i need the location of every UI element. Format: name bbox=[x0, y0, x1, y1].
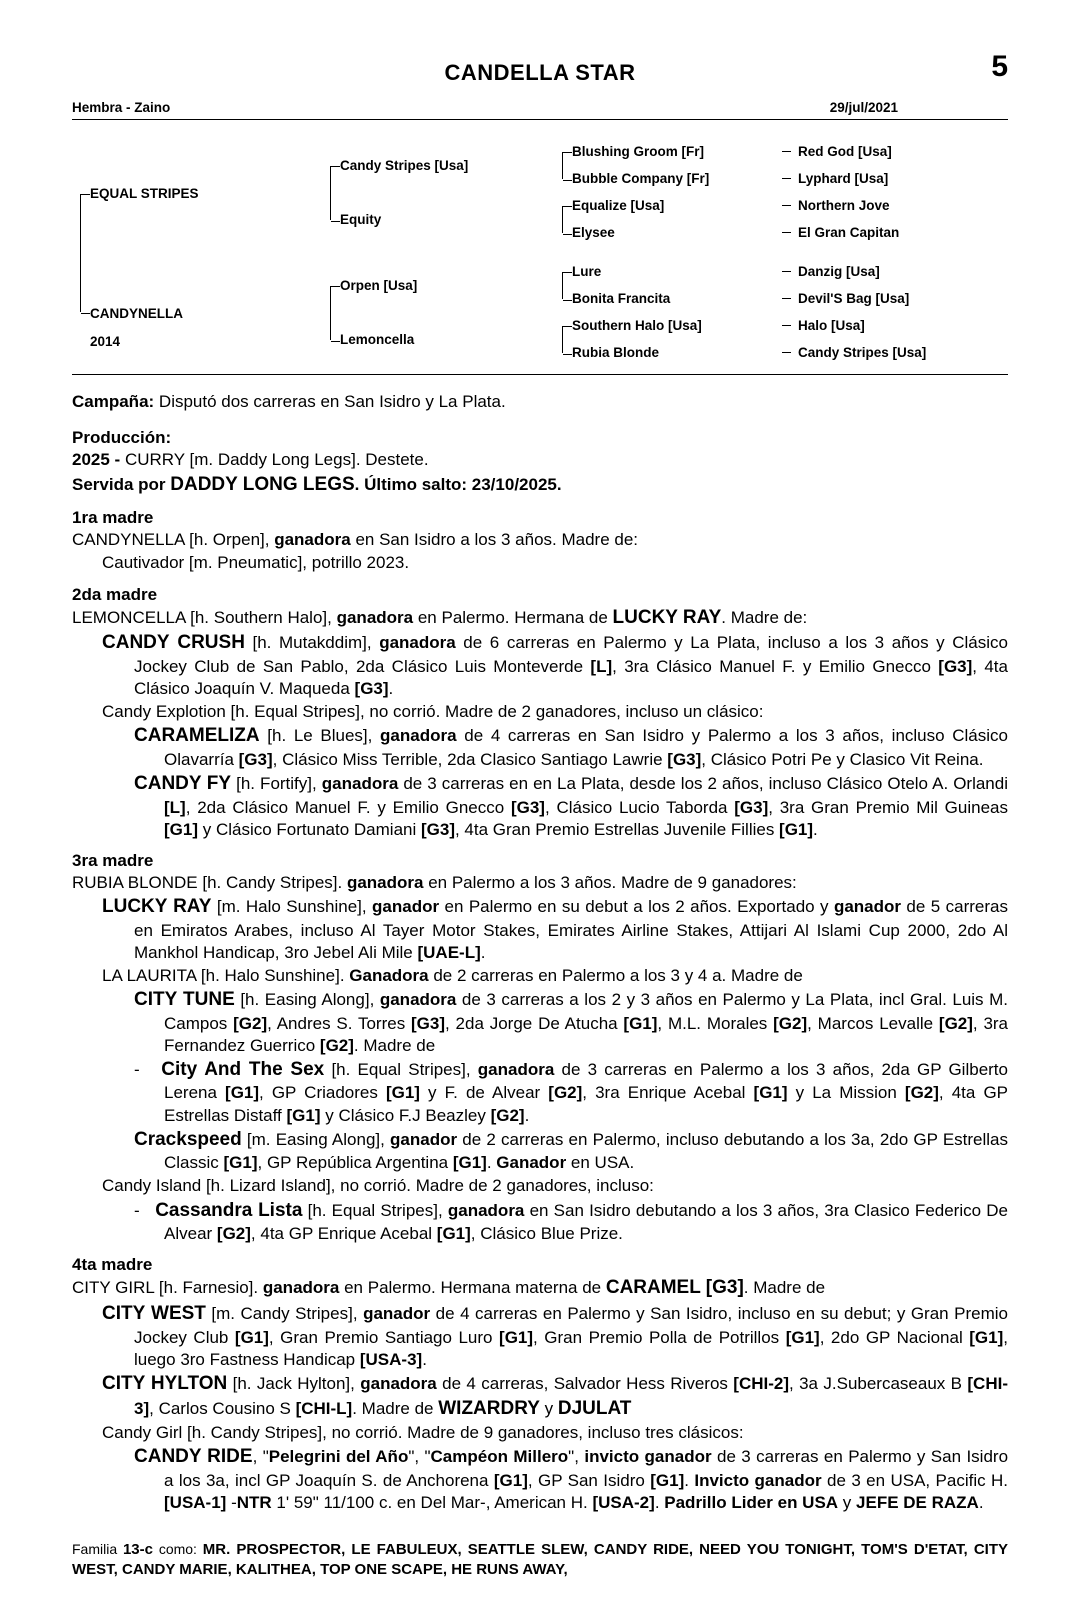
familia-como: como: bbox=[152, 1541, 203, 1558]
pedigree-g3-6: Bonita Francita bbox=[572, 291, 671, 306]
campana-text: Disputó dos carreras en San Isidro y La Plata. bbox=[154, 392, 506, 411]
familia-line bbox=[72, 1540, 1008, 1581]
ultimo-salto: . Último salto: 23/10/2025. bbox=[354, 474, 562, 494]
dash-g4-4 bbox=[782, 232, 791, 233]
page-number: 5 bbox=[991, 50, 1008, 83]
dash-g4-5 bbox=[782, 271, 791, 272]
produccion-foal: CURRY [m. Daddy Long Legs]. Destete. bbox=[124, 449, 429, 469]
produccion-year: 2025 - bbox=[72, 449, 125, 469]
entry-city-tune: CITY TUNE [h. Easing Along], ganadora de 3 carreras a los 2 y 3 años en Palermo y La Plata, incl Gral. Luis M. Campos [G2], Andres S. Torres [G3], 2da Jorge De Atucha [G1], M.L. Morales [G2], Marcos Levalle [G2], 3ra Fernandez Guerrico [G2]. Madre de bbox=[134, 988, 1009, 1055]
servida-por-label: Servida por bbox=[72, 474, 171, 494]
entry-la-laurita: LA LAURITA [h. Halo Sunshine]. Ganadora de 2 carreras en Palermo a los 3 y 4 a. Madre de bbox=[102, 965, 803, 985]
pedigree-g4-5: Danzig [Usa] bbox=[798, 264, 880, 279]
pedigree-chart bbox=[72, 124, 1008, 375]
pedigree-g3-2: Bubble Company [Fr] bbox=[572, 171, 710, 186]
entry-candy-explotion: Candy Explotion [h. Equal Stripes], no corrió. Madre de 2 ganadores, incluso un clásico: bbox=[102, 702, 764, 722]
pedigree-dam-dam: Lemoncella bbox=[340, 332, 415, 347]
dash-g4-6 bbox=[782, 298, 791, 299]
dash-g4-7 bbox=[782, 325, 791, 326]
brace-gen1 bbox=[80, 194, 81, 312]
entry-lemoncella: LEMONCELLA [h. Southern Halo], ganadora en Palermo. Hermana de LUCKY RAY. Madre de: bbox=[72, 606, 808, 628]
heading-3ra-madre: 3ra madre bbox=[72, 850, 154, 870]
document-header bbox=[72, 50, 1008, 86]
heading-2da-madre: 2da madre bbox=[72, 584, 158, 604]
pedigree-g4-7: Halo [Usa] bbox=[798, 318, 865, 333]
pedigree-sire-sire: Candy Stripes [Usa] bbox=[340, 158, 469, 173]
entry-city-west: CITY WEST [m. Candy Stripes], ganador de 4 carreras en Palermo y San Isidro, incluso en su debut; y Gran Premio Jockey Club [G1], Gran Premio Santiago Luro [G1], Gran Premio Polla de Potrillos [G1], 2do GP Nacional [G1], luego 3ro Fastness Handicap [USA-3]. bbox=[102, 1302, 1008, 1369]
familia-names: MR. PROSPECTOR, LE FABULEUX, SEATTLE SLEW, CANDY RIDE, NEED YOU TONIGHT, TOM'S D'ETAT, CITY WEST, CANDY MARIE, KALITHEA, TOP ONE SCAPE, HE RUNS AWAY, bbox=[72, 1541, 1008, 1579]
sex-coat-label: Hembra - Zaino bbox=[72, 100, 171, 115]
entry-carameliza: CARAMELIZA [h. Le Blues], ganadora de 4 carreras en San Isidro y Palermo a los 3 años, incluso Clásico Olavarría [G3], Clásico Miss Terrible, 2da Clasico Santiago Lawrie [G3], Clásico Potri Pe y Clasico Vit Reina. bbox=[134, 725, 1008, 769]
entry-candy-girl: Candy Girl [h. Candy Stripes], no corrió. Madre de 9 ganadores, incluso tres clásicos: bbox=[102, 1423, 744, 1443]
servida-por-sire: DADDY LONG LEGS bbox=[170, 473, 355, 495]
pedigree-dam-year: 2014 bbox=[90, 334, 121, 349]
brace-gen3-2 bbox=[562, 206, 563, 233]
birth-date: 29/jul/2021 bbox=[829, 100, 898, 115]
pedigree-sire-dam: Equity bbox=[340, 212, 382, 227]
pedigree-g3-8: Rubia Blonde bbox=[572, 345, 659, 360]
heading-1ra-madre: 1ra madre bbox=[72, 508, 154, 528]
familia-number: 13-c bbox=[122, 1541, 153, 1559]
entry-lucky-ray: LUCKY RAY [m. Halo Sunshine], ganador en Palermo en su debut a los 2 años. Exportado y ganador de 5 carreras en Emiratos Arabes, incluso Al Tayer Motor Stakes, Emirates Airline Stakes, Attijari Al Islami Cup 2000, 2do Al Mankhol Handicap, 3ro Jebel Ali Mile [UAE-L]. bbox=[102, 895, 1008, 962]
entry-cautivador: Cautivador [m. Pneumatic], potrillo 2023. bbox=[102, 553, 410, 573]
pedigree-g3-4: Elysee bbox=[572, 225, 615, 240]
subheader bbox=[72, 100, 1008, 120]
pedigree-g4-4: El Gran Capitan bbox=[798, 225, 900, 240]
entry-city-and-the-sex: - City And The Sex [h. Equal Stripes], ganadora de 3 carreras en Palermo a los 3 años, 2da GP Gilberto Lerena [G1], GP Criadores [G1] y F. de Alvear [G2], 3ra Enrique Acebal [G1] y La Mission [G2], 4ta GP Estrellas Distaff [G1] y Clásico F.J Beazley [G2]. bbox=[134, 1058, 1009, 1125]
produccion-line-1 bbox=[72, 448, 1008, 472]
brace-gen3-1 bbox=[562, 152, 563, 179]
page-title: CANDELLA STAR bbox=[444, 60, 636, 85]
pedigree-dam-sire: Orpen [Usa] bbox=[340, 278, 418, 293]
brace-gen2-bottom bbox=[330, 286, 331, 340]
pedigree-g3-7: Southern Halo [Usa] bbox=[572, 318, 702, 333]
familia-label: Familia bbox=[72, 1541, 123, 1558]
entry-city-hylton: CITY HYLTON [h. Jack Hylton], ganadora de 4 carreras, Salvador Hess Riveros [CHI-2], 3a J.Subercaseaux B [CHI-3], Carlos Cousino S [CHI-L]. Madre de WIZARDRY y DJULAT bbox=[102, 1372, 1008, 1419]
campana-label: Campaña: bbox=[72, 392, 155, 411]
heading-4ta-madre: 4ta madre bbox=[72, 1255, 153, 1275]
dash-g4-1 bbox=[782, 151, 791, 152]
pedigree-sire: EQUAL STRIPES bbox=[90, 186, 199, 201]
pedigree-g3-3: Equalize [Usa] bbox=[572, 198, 665, 213]
dash-g4-2 bbox=[782, 178, 791, 179]
produccion-line-2 bbox=[72, 472, 1008, 499]
entry-candy-ride: CANDY RIDE, "Pelegrini del Año", "Campéon Millero", invicto ganador de 3 carreras en Palermo y San Isidro a los 3a, incl GP Joaquín S. de Anchorena [G1], GP San Isidro [G1]. Invicto ganador de 3 en USA, Pacific H. [USA-1] -NTR 1' 59" 11/100 c. en Del Mar-, American H. [USA-2]. Padrillo Lider en USA y JEFE DE RAZA. bbox=[134, 1446, 1009, 1513]
brace-gen3-3 bbox=[562, 272, 563, 299]
pedigree-g4-1: Red God [Usa] bbox=[798, 144, 892, 159]
entry-city-girl: CITY GIRL [h. Farnesio]. ganadora en Palermo. Hermana materna de CARAMEL [G3]. Madre de bbox=[72, 1277, 826, 1299]
entry-candynella: CANDYNELLA [h. Orpen], ganadora en San Isidro a los 3 años. Madre de: bbox=[72, 530, 639, 550]
entry-candy-crush: CANDY CRUSH [h. Mutakddim], ganadora de 6 carreras en Palermo y La Plata, incluso a los 3 años y Clásico Jockey Club de San Pablo, 2da Clásico Luis Monteverde [L], 3ra Clásico Manuel F. y Emilio Gnecco [G3], 4ta Clásico Joaquín V. Maqueda [G3]. bbox=[102, 632, 1008, 698]
pedigree-g4-8: Candy Stripes [Usa] bbox=[798, 345, 927, 360]
pedigree-g4-3: Northern Jove bbox=[798, 198, 890, 213]
dash-g4-8 bbox=[782, 352, 791, 353]
pedigree-g4-6: Devil'S Bag [Usa] bbox=[798, 291, 910, 306]
pedigree-g3-1: Blushing Groom [Fr] bbox=[572, 144, 704, 159]
entry-candy-island: Candy Island [h. Lizard Island], no corrió. Madre de 2 ganadores, incluso: bbox=[102, 1176, 654, 1196]
pedigree-g4-2: Lyphard [Usa] bbox=[798, 171, 889, 186]
entry-crackspeed: Crackspeed [m. Easing Along], ganador de 2 carreras en Palermo, incluso debutando a los 3a, 2do GP Estrellas Classic [G1], GP República Argentina [G1]. Ganador en USA. bbox=[134, 1128, 1009, 1173]
pedigree-dam: CANDYNELLA bbox=[90, 306, 183, 321]
entry-candy-fy: CANDY FY [h. Fortify], ganadora de 3 carreras en en La Plata, desde los 2 años, incluso Clásico Otelo A. Orlandi [L], 2da Clásico Manuel F. y Emilio Gnecco [G3], Clásico Lucio Taborda [G3], 3ra Gran Premio Mil Guineas [G1] y Clásico Fortunato Damiani [G3], 4ta Gran Premio Estrellas Juvenile Fillies [G1]. bbox=[134, 772, 1008, 839]
pedigree-g3-5: Lure bbox=[572, 264, 602, 279]
produccion-title: Producción: bbox=[72, 427, 172, 447]
brace-gen3-4 bbox=[562, 326, 563, 353]
brace-gen2-top bbox=[330, 166, 331, 220]
entry-rubia-blonde: RUBIA BLONDE [h. Candy Stripes]. ganadora en Palermo a los 3 años. Madre de 9 ganadores: bbox=[72, 872, 797, 892]
campana-paragraph bbox=[72, 391, 1008, 414]
entry-cassandra-lista: - Cassandra Lista [h. Equal Stripes], ganadora en San Isidro debutando a los 3 años, 3ra Clasico Federico De Alvear [G2], 4ta GP Enrique Acebal [G1], Clásico Blue Prize. bbox=[134, 1199, 1008, 1244]
dash-g4-3 bbox=[782, 205, 791, 206]
